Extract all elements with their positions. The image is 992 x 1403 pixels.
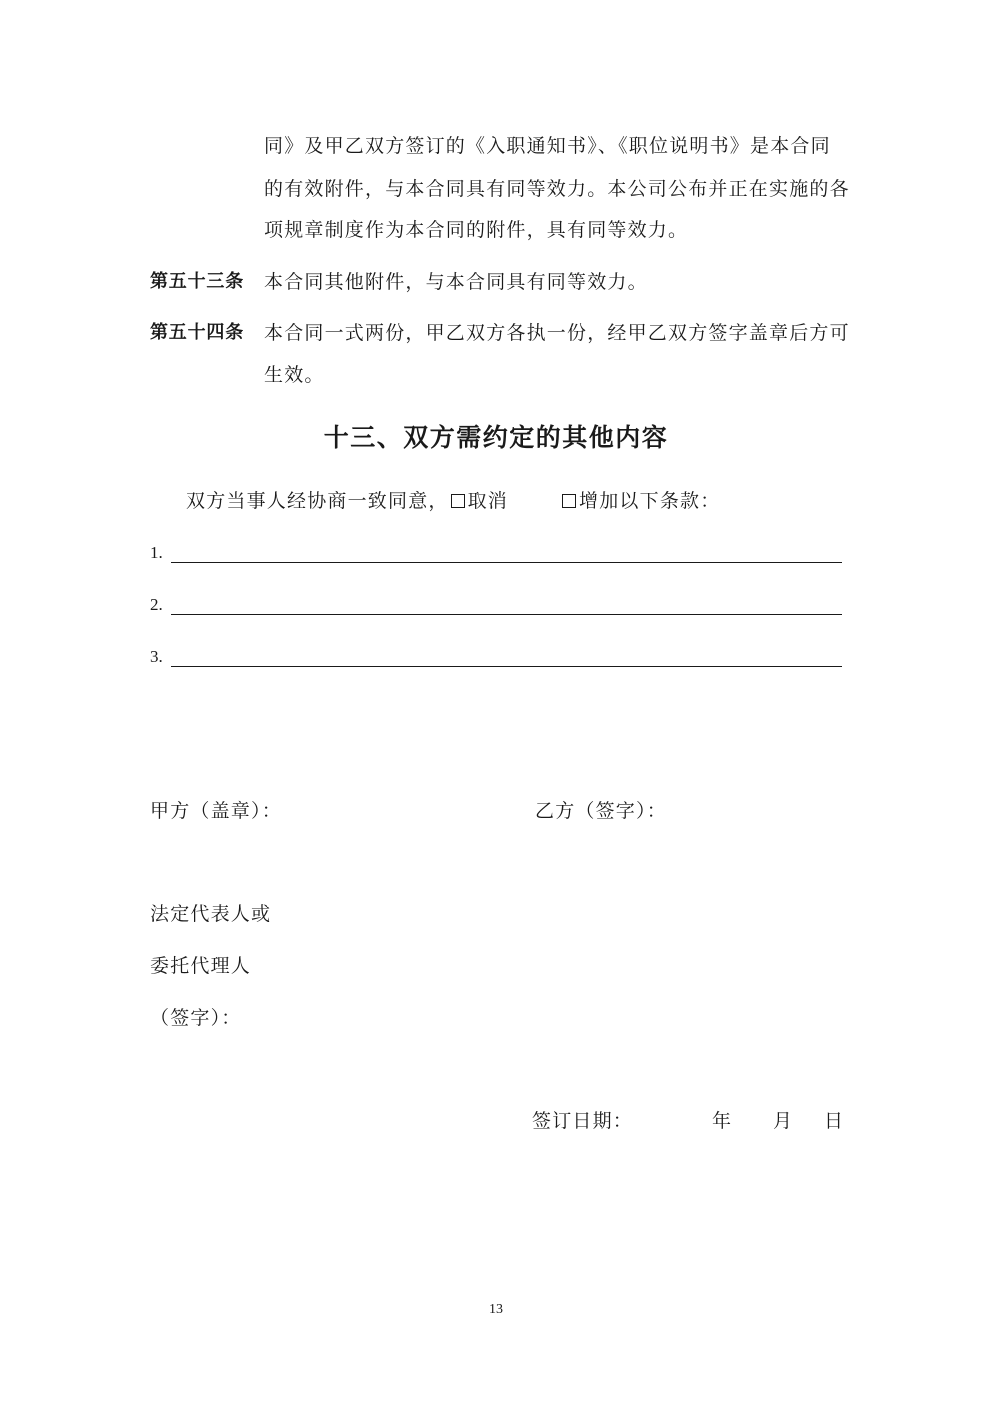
fill-in-line[interactable] [171,614,842,615]
section-heading: 十三、双方需约定的其他内容 [323,423,669,452]
fill-in-line[interactable] [171,562,842,563]
continuation-line-2: 的有效附件，与本合同具有同等效力。本公司公布并正在实施的各 [264,178,850,200]
continuation-line-3: 项规章制度作为本合同的附件，具有同等效力。 [264,219,689,241]
blank-clause-number: 1. [150,543,163,562]
fill-in-line[interactable] [171,666,842,667]
agreement-intro [186,486,720,516]
article-54-text-line-1: 本合同一式两份，甲乙双方各执一份，经甲乙双方签字盖章后方可 [264,322,850,344]
blank-clause-3 [150,641,842,669]
signing-date-label: 签订日期： [532,1110,634,1132]
intro-text: 双方当事人经协商一致同意， [186,490,449,512]
article-53-label: 第五十三条 [150,271,244,292]
party-b-signature-label: 乙方（签字）： [535,800,667,822]
article-54-text-line-2: 生效。 [264,364,325,386]
continuation-line-1: 同》及甲乙双方签订的《入职通知书》、《职位说明书》是本合同 [264,135,831,157]
article-54 [150,318,850,348]
legal-rep-line-1: 法定代表人或 [150,903,272,925]
add-terms-checkbox[interactable] [562,494,576,508]
article-53 [150,267,850,297]
add-terms-option-label: 增加以下条款： [579,490,721,512]
blank-clause-number: 3. [150,647,163,666]
blank-clause-1 [150,537,842,565]
page-number: 13 [489,1302,503,1317]
blank-clause-number: 2. [150,595,163,614]
date-day-label: 日 [824,1110,845,1132]
signing-date [532,1106,852,1136]
article-53-text: 本合同其他附件，与本合同具有同等效力。 [264,271,648,293]
cancel-option-label: 取消 [467,490,509,512]
legal-rep-line-2: 委托代理人 [150,955,252,977]
date-month-label: 月 [773,1110,794,1132]
cancel-checkbox[interactable] [451,494,465,508]
blank-clause-2 [150,589,842,617]
party-a-seal-label: 甲方（盖章）： [150,800,282,822]
article-54-label: 第五十四条 [150,322,244,343]
legal-rep-line-3: （签字）： [150,1007,242,1029]
date-year-label: 年 [712,1110,733,1132]
